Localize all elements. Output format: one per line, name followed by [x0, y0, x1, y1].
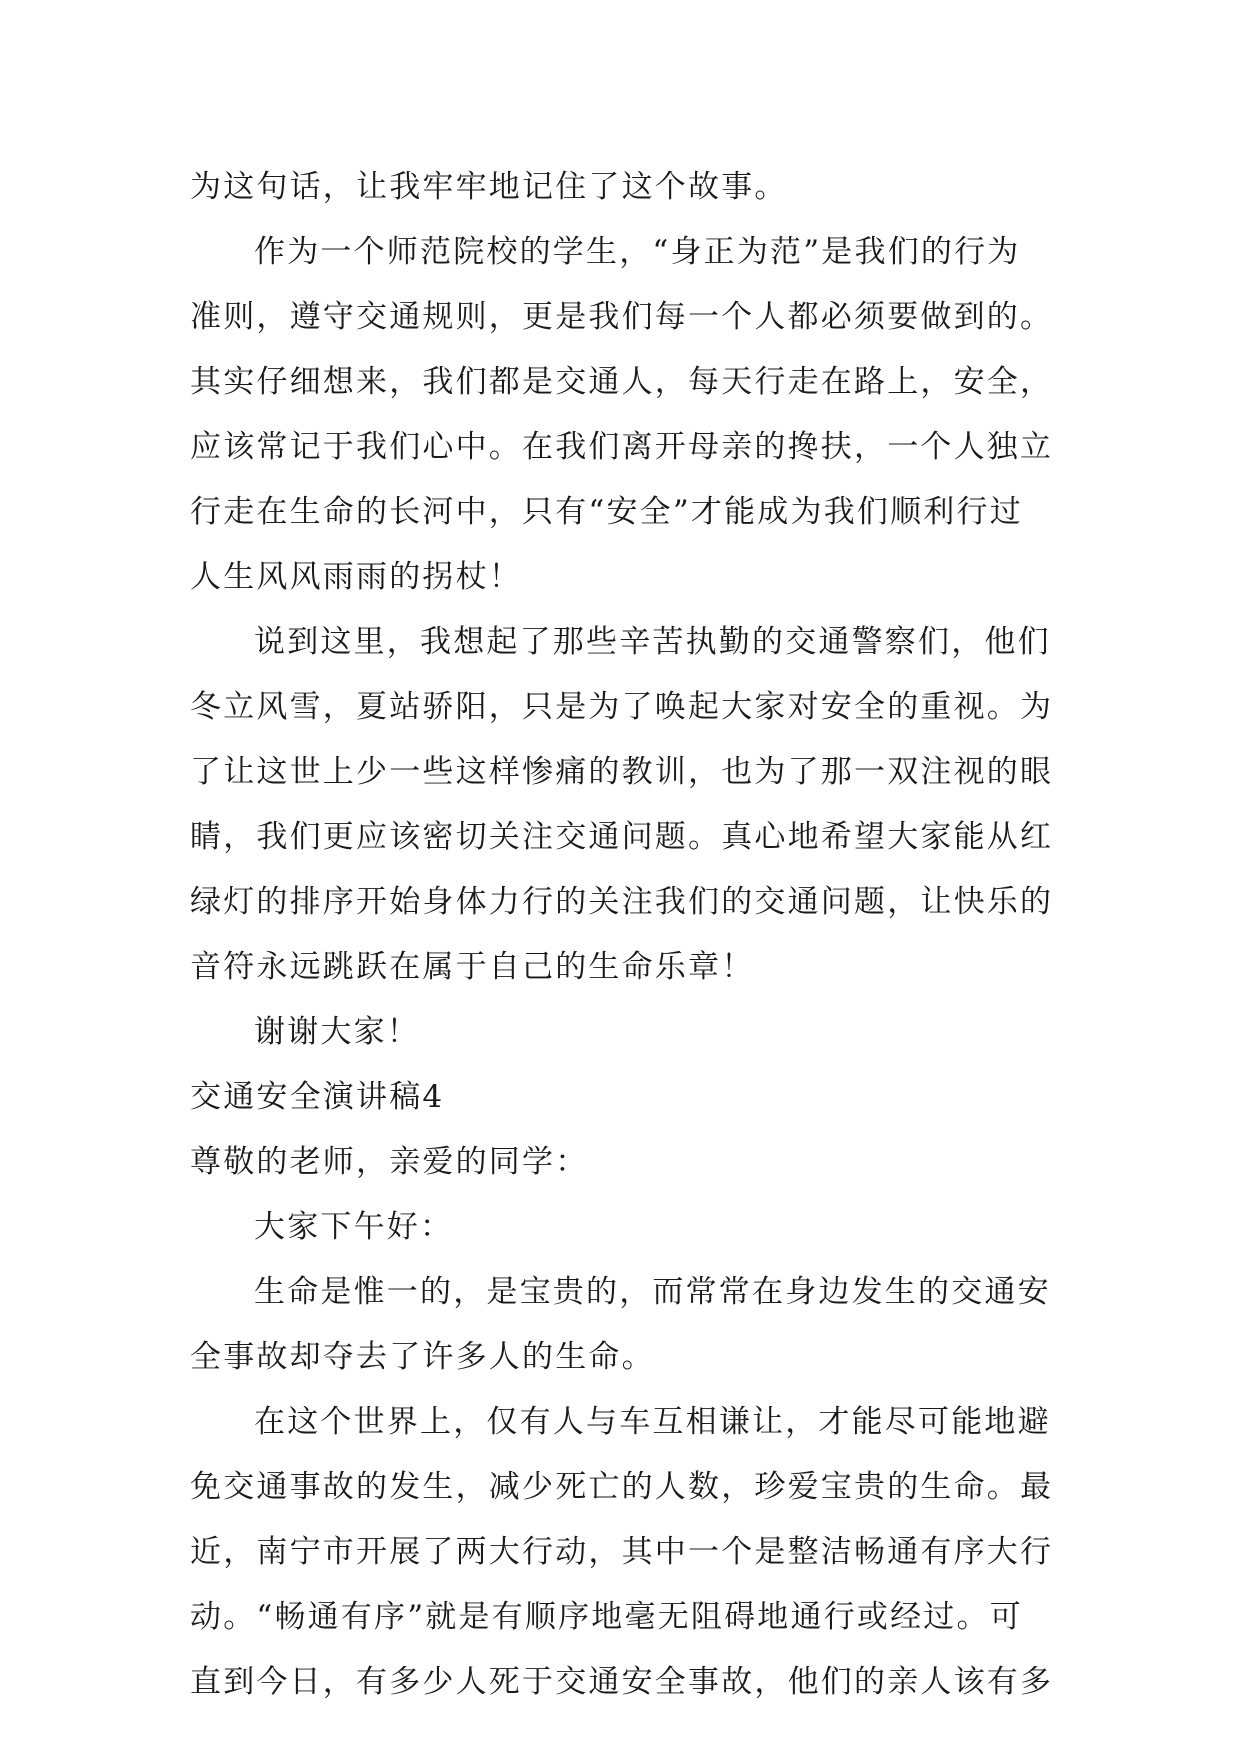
greeting: 大家下午好：: [254, 1209, 454, 1245]
text-line: 行走在生命的长河中，只有“安全”才能成为我们顺利行过: [190, 494, 1023, 530]
text-line: 直到今日，有多少人死于交通安全事故，他们的亲人该有多: [190, 1664, 1054, 1700]
text-line: 准则，遵守交通规则，更是我们每一个人都必须要做到的。: [190, 299, 1054, 335]
text-line: 近，南宁市开展了两大行动，其中一个是整洁畅通有序大行: [190, 1534, 1054, 1570]
text-line: 作为一个师范院校的学生，“身正为范”是我们的行为: [254, 234, 1021, 270]
text-line: 音符永远跳跃在属于自己的生命乐章！: [190, 949, 755, 985]
text-line: 动。“畅通有序”就是有顺序地毫无阻碍地通行或经过。可: [190, 1599, 1023, 1635]
text-line: 说到这里，我想起了那些辛苦执勤的交通警察们，他们: [254, 624, 1051, 660]
text-line: 为这句话，让我牢牢地记住了这个故事。: [190, 169, 788, 205]
section-heading: 交通安全演讲稿4: [190, 1079, 445, 1115]
text-line: 谢谢大家！: [254, 1014, 420, 1050]
document-body: [190, 155, 1070, 1715]
salutation: 尊敬的老师，亲爱的同学：: [190, 1144, 589, 1180]
text-line: 在这个世界上，仅有人与车互相谦让，才能尽可能地避: [254, 1404, 1051, 1440]
text-line: 睛，我们更应该密切关注交通问题。真心地希望大家能从红: [190, 819, 1054, 855]
text-line: 生命是惟一的，是宝贵的，而常常在身边发生的交通安: [254, 1274, 1051, 1310]
text-line: 全事故却夺去了许多人的生命。: [190, 1339, 655, 1375]
text-line: 冬立风雪，夏站骄阳，只是为了唤起大家对安全的重视。为: [190, 689, 1054, 725]
text-line: 人生风风雨雨的拐杖！: [190, 559, 522, 595]
text-line: 绿灯的排序开始身体力行的关注我们的交通问题，让快乐的: [190, 884, 1054, 920]
text-line: 了让这世上少一些这样惨痛的教训，也为了那一双注视的眼: [190, 754, 1054, 790]
text-line: 应该常记于我们心中。在我们离开母亲的搀扶，一个人独立: [190, 429, 1054, 465]
text-line: 免交通事故的发生，减少死亡的人数，珍爱宝贵的生命。最: [190, 1469, 1054, 1505]
text-line: 其实仔细想来，我们都是交通人，每天行走在路上，安全，: [190, 364, 1054, 400]
